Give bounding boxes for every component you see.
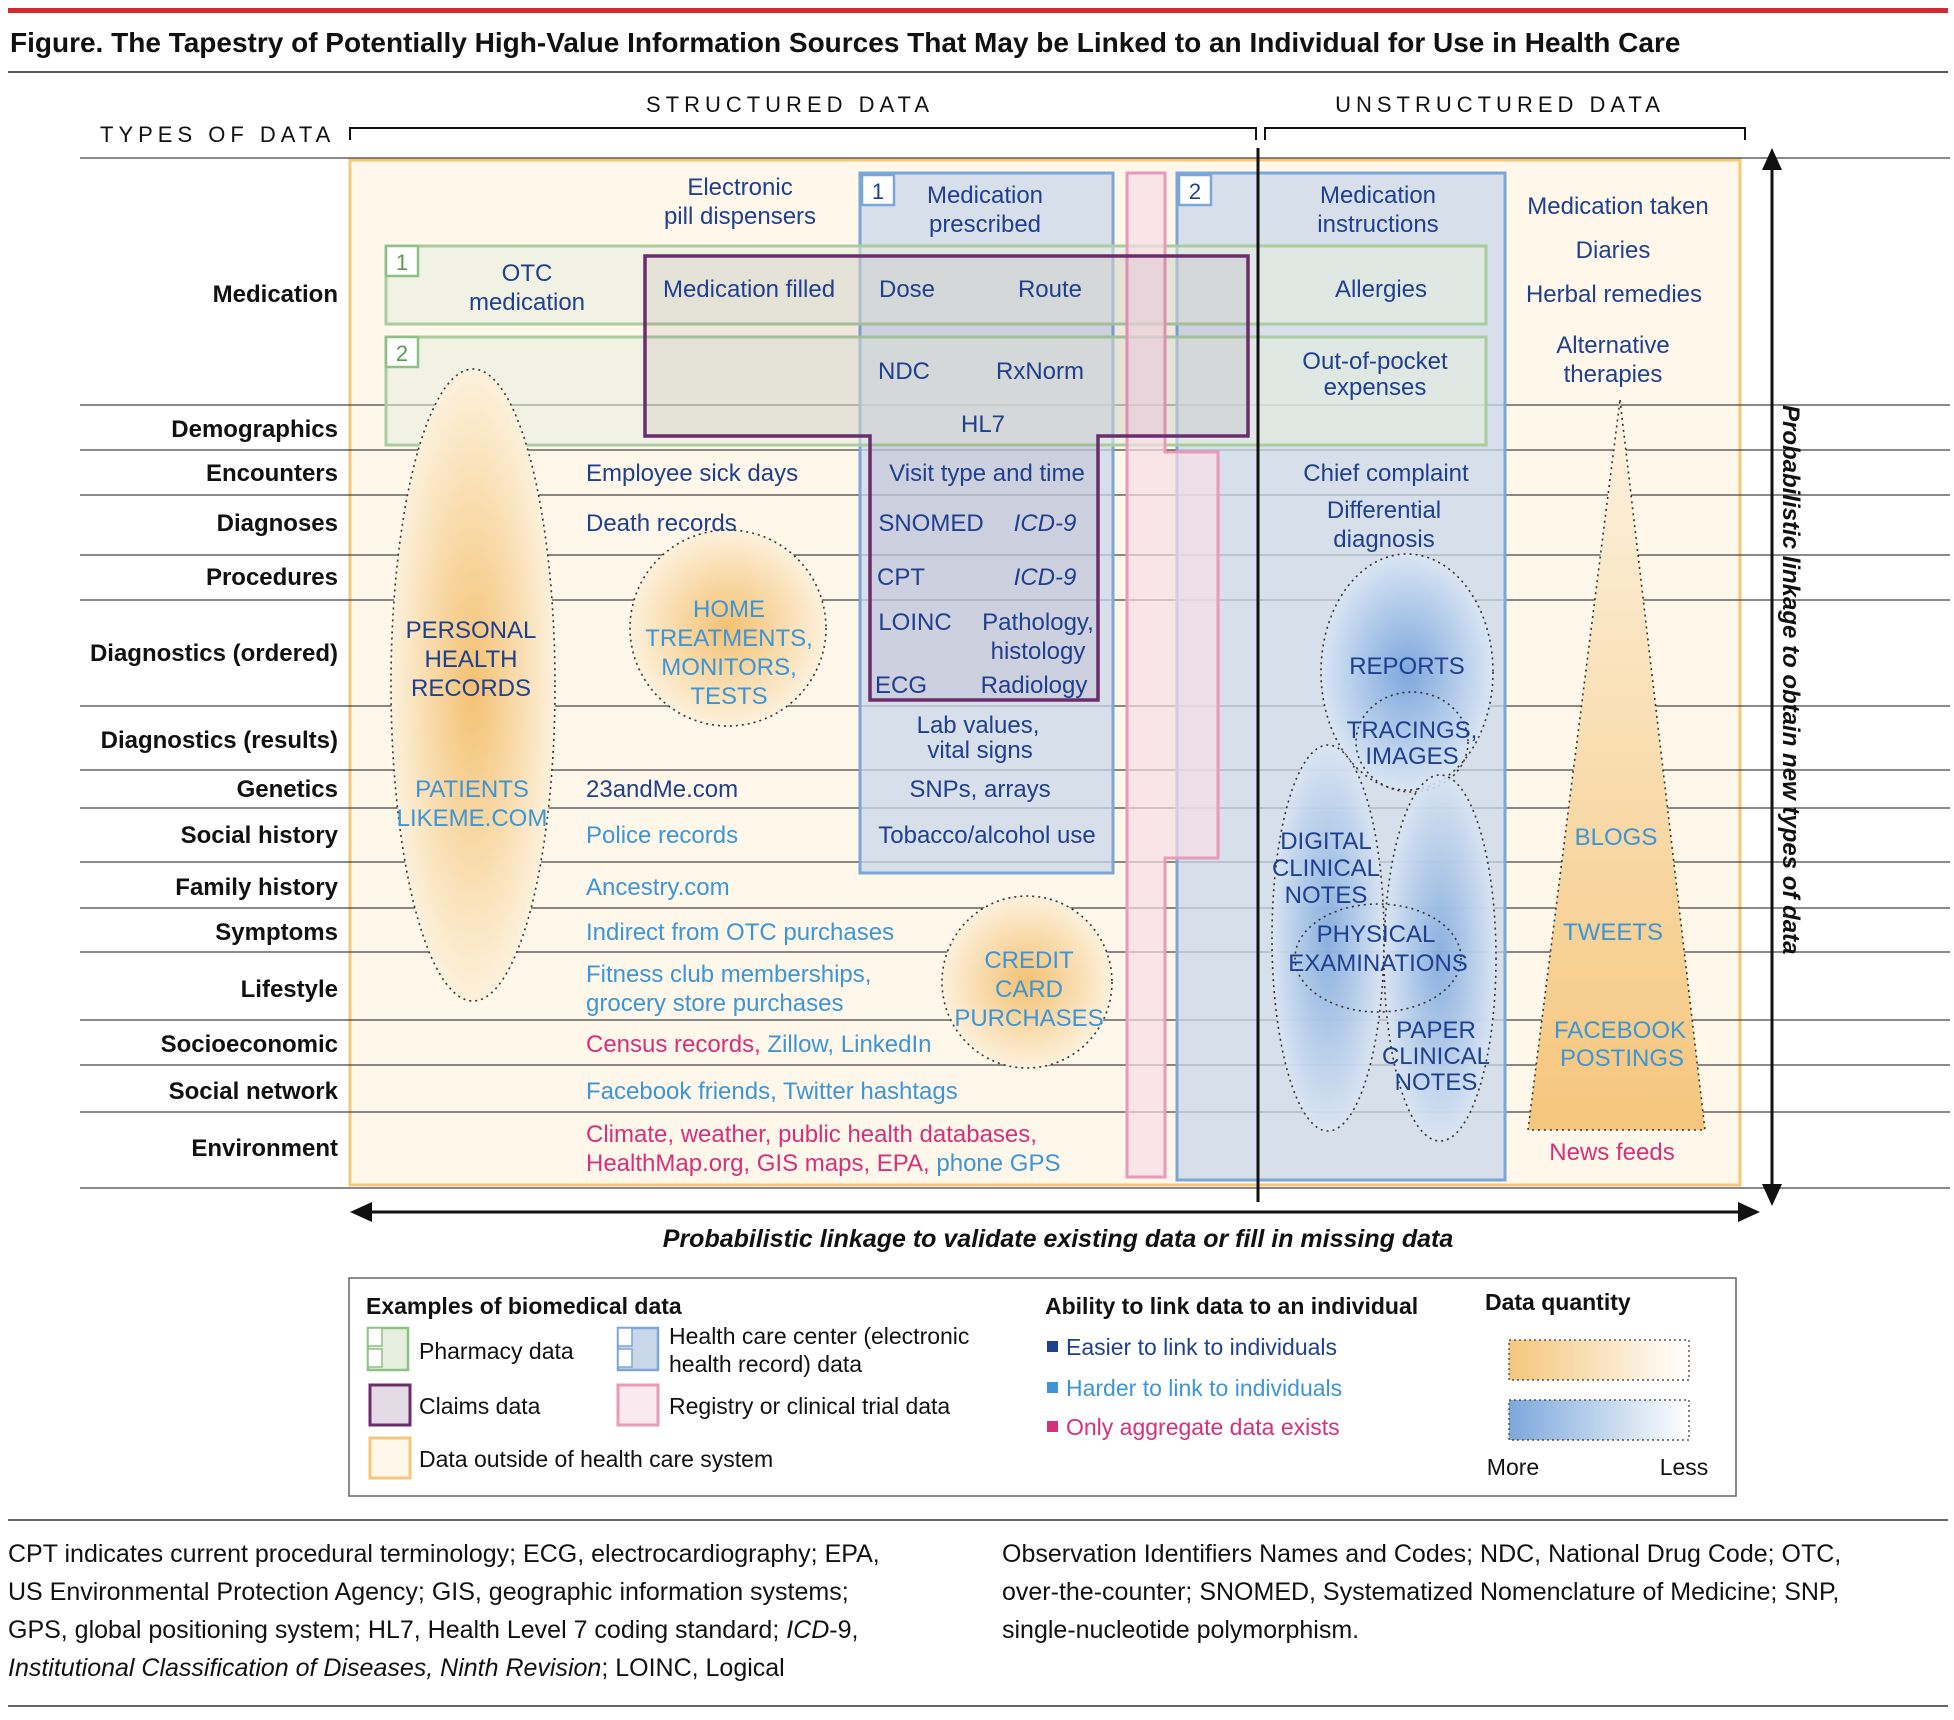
digital-notes-line2: CLINICAL (1271, 855, 1381, 882)
out-of-pocket-line2: expenses (1323, 374, 1427, 401)
icd9-procedures: ICD-9 (1013, 564, 1077, 591)
horizontal-arrow-head-right (1738, 1202, 1760, 1222)
legend-health-center-line2: health record) data (669, 1351, 863, 1377)
legend-claims: Claims data (419, 1393, 541, 1419)
radiology: Radiology (980, 672, 1088, 699)
unstructured-data-label: UNSTRUCTURED DATA (1335, 92, 1665, 117)
lab-values-line1: Lab values, (916, 712, 1040, 739)
row-label-encounters: Encounters (205, 460, 338, 487)
patients-like-me-line1: PATIENTS (415, 776, 529, 803)
alternative-therapies-line2: therapies (1563, 361, 1663, 388)
paper-notes-line3: NOTES (1394, 1069, 1478, 1096)
medication-instructions-line2: instructions (1317, 211, 1439, 238)
vertical-arrow-head-bottom (1762, 1184, 1782, 1206)
horizontal-arrow-head-left (350, 1202, 372, 1222)
legend-harder-swatch (1047, 1382, 1058, 1393)
cpt: CPT (877, 564, 925, 591)
pathology-line1: Pathology, (982, 609, 1094, 636)
legend-ability-title: Ability to link data to an individual (1045, 1293, 1419, 1319)
legend-outside: Data outside of health care system (419, 1446, 774, 1472)
socioeconomic-line (586, 1031, 932, 1058)
route: Route (1017, 276, 1083, 303)
footnote (8, 1540, 1841, 1682)
rxnorm: RxNorm (996, 358, 1084, 385)
zillow-linkedin: Zillow, LinkedIn (760, 1031, 932, 1058)
medication-filled: Medication filled (662, 276, 836, 303)
row-label-family-history: Family history (175, 874, 338, 901)
home-treatments-line4: TESTS (690, 683, 768, 710)
pill-dispensers-line1: Electronic (687, 174, 793, 201)
differential-diagnosis-line1: Differential (1326, 497, 1442, 524)
title-rule (8, 8, 1948, 13)
footnote-left-line2: US Environmental Protection Agency; GIS, geographic information systems; (8, 1578, 849, 1606)
facebook-friends: Facebook friends, Twitter hashtags (586, 1078, 958, 1105)
row-label-demographics: Demographics (171, 416, 338, 443)
footnote-left-line4-tail: ; LOINC, Logical (601, 1654, 785, 1682)
legend-pharmacy-icon (368, 1328, 408, 1370)
personal-health-records-line3: RECORDS (410, 675, 532, 702)
legend-harder: Harder to link to individuals (1066, 1375, 1343, 1401)
tweets: TWEETS (1563, 919, 1663, 946)
structured-data-label: STRUCTURED DATA (645, 92, 935, 117)
legend-registry: Registry or clinical trial data (669, 1393, 951, 1419)
home-treatments-line3: MONITORS, (661, 654, 797, 681)
footnote-right-line3: single-nucleotide polymorphism. (1002, 1616, 1360, 1644)
herbal-remedies: Herbal remedies (1525, 281, 1703, 308)
personal-health-records-line1: PERSONAL (405, 617, 537, 644)
allergies: Allergies (1334, 276, 1428, 303)
climate-line: Climate, weather, public health databases, (586, 1121, 1037, 1148)
loinc: LOINC (878, 609, 952, 636)
healthmap-line (586, 1150, 1060, 1177)
health-center-box-2-number: 2 (1188, 179, 1202, 204)
fitness-line1: Fitness club memberships, (586, 961, 872, 988)
footnote-right-line1: Observation Identifiers Names and Codes; NDC, National Drug Code; OTC, (1002, 1540, 1842, 1568)
pathology-line2: histology (990, 638, 1086, 665)
footnote-left-line3 (8, 1616, 858, 1644)
row-label-social-network: Social network (168, 1078, 338, 1105)
visit-type-and-time: Visit type and time (889, 460, 1085, 487)
row-label-lifestyle: Lifestyle (240, 976, 338, 1003)
row-label-symptoms: Symptoms (215, 919, 338, 946)
home-treatments-line1: HOME (693, 596, 765, 623)
legend-easier-swatch (1047, 1341, 1058, 1352)
lab-values-line2: vital signs (927, 737, 1033, 764)
icd9-diagnoses: ICD-9 (1013, 510, 1077, 537)
vertical-axis-label: Probabilistic linkage to obtain new types of data (1777, 405, 1804, 955)
diaries: Diaries (1575, 237, 1651, 264)
pill-dispensers-line2: pill dispensers (663, 203, 817, 230)
indirect-otc: Indirect from OTC purchases (586, 919, 895, 946)
physical-exams-line2: EXAMINATIONS (1288, 950, 1468, 977)
legend-registry-icon (618, 1385, 658, 1425)
digital-notes-line1: DIGITAL (1280, 828, 1372, 855)
reports: REPORTS (1349, 653, 1465, 680)
row-label-genetics: Genetics (236, 776, 338, 803)
ndc: NDC (878, 358, 930, 385)
row-label-diagnostics-ordered: Diagnostics (ordered) (89, 640, 338, 667)
footnote-left-line4 (8, 1654, 785, 1682)
medication-taken: Medication taken (1527, 193, 1709, 220)
legend-aggregate: Only aggregate data exists (1066, 1414, 1340, 1440)
row-labels (90, 281, 339, 1162)
census-records: Census records, (586, 1031, 761, 1058)
paper-notes-line2: CLINICAL (1381, 1043, 1491, 1070)
row-label-socioeconomic: Socioeconomic (160, 1031, 338, 1058)
legend-health-center-line1: Health care center (electronic (669, 1323, 970, 1349)
tracings-line1: TRACINGS, (1346, 717, 1478, 744)
ecg: ECG (874, 672, 928, 699)
footnote-icd-full: Institutional Classification of Diseases, Ninth Revision (8, 1654, 602, 1682)
legend-easier: Easier to link to individuals (1066, 1334, 1338, 1360)
footnote-icd-prefix: ICD (786, 1616, 830, 1644)
pharmacy-box-1-number: 1 (395, 250, 409, 275)
employee-sick-days: Employee sick days (586, 460, 799, 487)
medication-prescribed-line2: prescribed (928, 211, 1042, 238)
legend-quantity-title: Data quantity (1485, 1289, 1631, 1315)
dose: Dose (878, 276, 936, 303)
row-label-procedures: Procedures (205, 564, 338, 591)
out-of-pocket-line1: Out-of-pocket (1302, 348, 1448, 375)
pharmacy-box-2-number: 2 (395, 341, 409, 366)
footnote-right-line2: over-the-counter; SNOMED, Systematized Nomenclature of Medicine; SNP, (1002, 1578, 1840, 1606)
footnote-icd-suffix: -9, (829, 1616, 859, 1644)
row-label-environment: Environment (191, 1135, 338, 1162)
phone-gps: phone GPS (929, 1150, 1061, 1177)
vertical-arrow-head-top (1762, 148, 1782, 170)
medication-instructions-line1: Medication (1319, 182, 1437, 209)
healthmap: HealthMap.org, GIS maps, EPA, (586, 1150, 930, 1177)
row-label-social-history: Social history (180, 822, 338, 849)
patients-like-me-line2: LIKEME.COM (396, 805, 548, 832)
snps-arrays: SNPs, arrays (909, 776, 1051, 803)
paper-notes-line1: PAPER (1396, 1017, 1476, 1044)
otc-medication-line2: medication (468, 289, 586, 316)
differential-diagnosis-line2: diagnosis (1333, 526, 1435, 553)
home-treatments-line2: TREATMENTS, (645, 625, 813, 652)
legend-pharmacy: Pharmacy data (419, 1338, 574, 1364)
legend-examples-title: Examples of biomedical data (366, 1293, 682, 1319)
digital-notes-line3: NOTES (1284, 882, 1368, 909)
genetics-23andme: 23andMe.com (586, 776, 739, 803)
snomed: SNOMED (878, 510, 984, 537)
hl7: HL7 (960, 411, 1006, 438)
health-center-box-1-number: 1 (871, 179, 885, 204)
ancestry: Ancestry.com (586, 874, 730, 901)
news-feeds: News feeds (1549, 1139, 1675, 1166)
legend-less: Less (1659, 1454, 1709, 1480)
unstructured-bracket (1265, 128, 1745, 140)
tracings-line2: IMAGES (1365, 743, 1459, 770)
police-records: Police records (586, 822, 739, 849)
footnote-left-line3-text: GPS, global positioning system; HL7, Health Level 7 coding standard; (8, 1616, 787, 1644)
row-label-medication: Medication (212, 281, 338, 308)
legend-more: More (1486, 1454, 1540, 1480)
credit-card-line3: PURCHASES (954, 1005, 1104, 1032)
alternative-therapies-line1: Alternative (1556, 332, 1670, 359)
death-records: Death records (586, 510, 737, 537)
legend-quantity-orange (1509, 1340, 1689, 1380)
legend-claims-icon (370, 1385, 410, 1425)
types-of-data-label: TYPES OF DATA (100, 122, 336, 147)
horizontal-axis-label: Probabilistic linkage to validate existing data or fill in missing data (662, 1225, 1454, 1253)
facebook-postings-line2: POSTINGS (1559, 1045, 1685, 1072)
legend-quantity-blue (1509, 1400, 1689, 1440)
row-label-diagnostics-results: Diagnostics (results) (100, 727, 338, 754)
personal-health-records-line2: HEALTH (424, 646, 518, 673)
legend (349, 1278, 1736, 1496)
figure-title: Figure. The Tapestry of Potentially High-Value Information Sources That May be Linked to an Individual for Use in Health Care (10, 27, 1681, 58)
chief-complaint: Chief complaint (1303, 460, 1469, 487)
otc-medication-line1: OTC (501, 260, 553, 287)
physical-exams-line1: PHYSICAL (1316, 921, 1436, 948)
footnote-left-line1: CPT indicates current procedural terminology; ECG, electrocardiography; EPA, (8, 1540, 880, 1568)
credit-card-line2: CARD (994, 976, 1064, 1003)
row-label-diagnoses: Diagnoses (216, 510, 338, 537)
facebook-postings-line1: FACEBOOK (1553, 1017, 1687, 1044)
legend-aggregate-swatch (1047, 1421, 1058, 1432)
legend-outside-icon (370, 1438, 410, 1478)
credit-card-line1: CREDIT (984, 947, 1074, 974)
legend-health-center-icon (618, 1328, 658, 1370)
structured-bracket (350, 128, 1256, 140)
blogs: BLOGS (1574, 824, 1658, 851)
tobacco-alcohol-use: Tobacco/alcohol use (878, 822, 1096, 849)
fitness-line2: grocery store purchases (586, 990, 844, 1017)
medication-prescribed-line1: Medication (926, 182, 1044, 209)
